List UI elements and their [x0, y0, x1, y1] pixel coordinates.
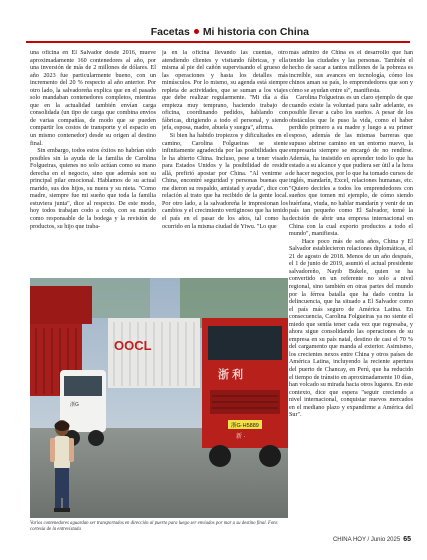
article-photo [30, 278, 288, 518]
truck-brand: 新 · [236, 434, 246, 440]
photo-illustration [30, 278, 288, 518]
article-column-3: más admiro de China es el desarrollo que han tenido las ciudades y las personas. También el hecho de sacar a tantos millones de la pobreza es increíble, sus avances en tecnología, cómo los chinos aman su país, lo emprendedores que son y cómo se ayudan entre sí", manifiesta. Carolina Folgueiras es un claro ejemplo de que cuando existe la voluntad para salir adelante, es posible llevar a cabo los sueños. A pesar de los obstáculos que le puso la vida, como el haber perdido primero a su madre y luego a su primer esposo, además de las mismas barreras que supuso abrirse camino en un entorno nuevo, la empresaria siempre se encargó de no rendirse. Además, ha insistido en aprender todo lo que ha estado a su alcance y que pudiera ser útil a la hora de hacer negocios, por lo que ha tomado cursos de inglés, mandarín, Excel, relaciones humanas, etc. "Quiero decirles a todos los emprendedores con sueños que tomen mi ejemplo, de cómo siendo huérfana, viuda, no hablar mandarín y venir de un país tan pequeño como El Salvador, tomé la decisión de abrir una empresa internacional en China con la cual exporto productos a todo el mundo", manifiesta. Hace poco más de seis años, China y El Salvador establecieron relaciones diplomáticas, el 21 de agosto de 2018. Menos de un año después, el 1 de junio de 2019, asumió el actual presidente salvadoreño, Nayib Bukele, quien se ha convertido en un referente no solo a nivel regional, sino también en otras partes del mundo por la férrea batalla que ha dado contra la delincuencia, que ha situado a El Salvador como el país más seguro de América Latina. En consecuencia, Carolina Folgueiras ya no siente el miedo que sentía tener cada vez que regresaba, y ahora sigue consolidando las operaciones de su empresa en su país natal, destino de casi el 70 % del cargamento que manda al exterior. Asimismo, los crecientes nexos entre China y otros países de América Latina, incluyendo la reciente apertura del puerto de Chancay, en Perú, que ha reducido el tiempo de tránsito en aproximadamente 10 días, han volcado su mirada hacia otros lugares. En este contexto, dice que espera "seguir creciendo a nivel internacional, conquistar nuevos mercados en el mediano plazo y expandirme a América del Sur". [289, 50, 413, 419]
truck-plate-left: 浙G [70, 402, 79, 408]
header-rule [26, 41, 410, 43]
section-label: Facetas [150, 26, 190, 38]
page-number: 65 [403, 536, 411, 543]
section-title [151, 26, 309, 38]
bullet-dot-icon [194, 29, 199, 34]
page-header [0, 0, 427, 44]
photo-caption: Varios contenedores aguardan ser transportados en dirección al puerto para luego ser enviados por mar a su destino final. Foto: cortesía de la entrevistada [30, 521, 279, 532]
truck-plate-right: 浙G·H5889 [231, 423, 259, 429]
container-logo: OOCL [114, 338, 152, 353]
section-subtitle: Mi historia con China [202, 26, 309, 38]
article-column-2: ja en la oficina llevando las cuentas, otro atendiendo clientes y visitando fábricas, y ella misma al pie del cañón supervisando el grueso de las operaciones y hasta los detalles más minúsculos. Por lo mismo, su agenda está siempre repleta de actividades, que se suman a los viajes que debe realizar regularmente. "Mi día a día empieza muy temprano, haciendo trabajo de oficina, coordinando pedidos, hablando con fábricas, dirigiendo a todo el personal, y siendo jefa, esposa, madre, abuela y suegra", afirma. Si bien ha habido tropiezos y dificultades en el camino, Carolina Folgueiras se siente infinitamente agradecida por las posibilidades que le ha abierto China. Incluso, pese a tener visado para Estados Unidos y la posibilidad de residir allá, prefirió apostar por China. "Al venirme a China, encontré seguridad y personas buenas que me dieron su respaldo, amistad y ayuda", dice con relación al trato que ha recibido de la gente local. Por otro lado, a la salvadoreña le impresionan los cambios y el crecimiento vertiginoso que ha tenido el país en el pasar de los años, tal como ha ocurrido en la misma ciudad de Yiwu. "Lo que [162, 50, 288, 230]
article-column-1: una oficina en El Salvador desde 2016, mueve aproximadamente 160 contenedores al año, por una inversión de más de 2 millones de dólares. El año 2023 fue particularmente bueno, con un incremento del 20 % respecto al año anterior. Por otro lado, la salvadoreña explica que en el pasado solo mandaban contenedores completos, mientras que en la actualidad también envían carga consolidada (un tipo de carga que combina envíos de varias compañías, de modo que se pueden compartir los costos de transporte y el espacio en un mismo contenedor) desde su origen al destino final. Sin embargo, todos estos éxitos no habrían sido posibles sin la ayuda de la familia de Carolina Folgueiras, quienes no solo actúan como su mano derecha en el negocio, sino que además son su principal pilar emocional. Hablamos de su actual marido, sus dos hijos, su nuera y su nieta. "Como madre, siempre fue mi sueño que toda la familia estuviera junta", dice al respecto. De este modo, hoy todos trabajan codo a codo, con su marido como responsable de la bodega y la revisión de productos, su hijo que traba- [30, 50, 156, 230]
page-footer [333, 536, 411, 543]
issue-label: CHINA HOY / Junio 2025 [332, 537, 401, 543]
truck-cab-chars: 浙 利 [218, 369, 244, 381]
